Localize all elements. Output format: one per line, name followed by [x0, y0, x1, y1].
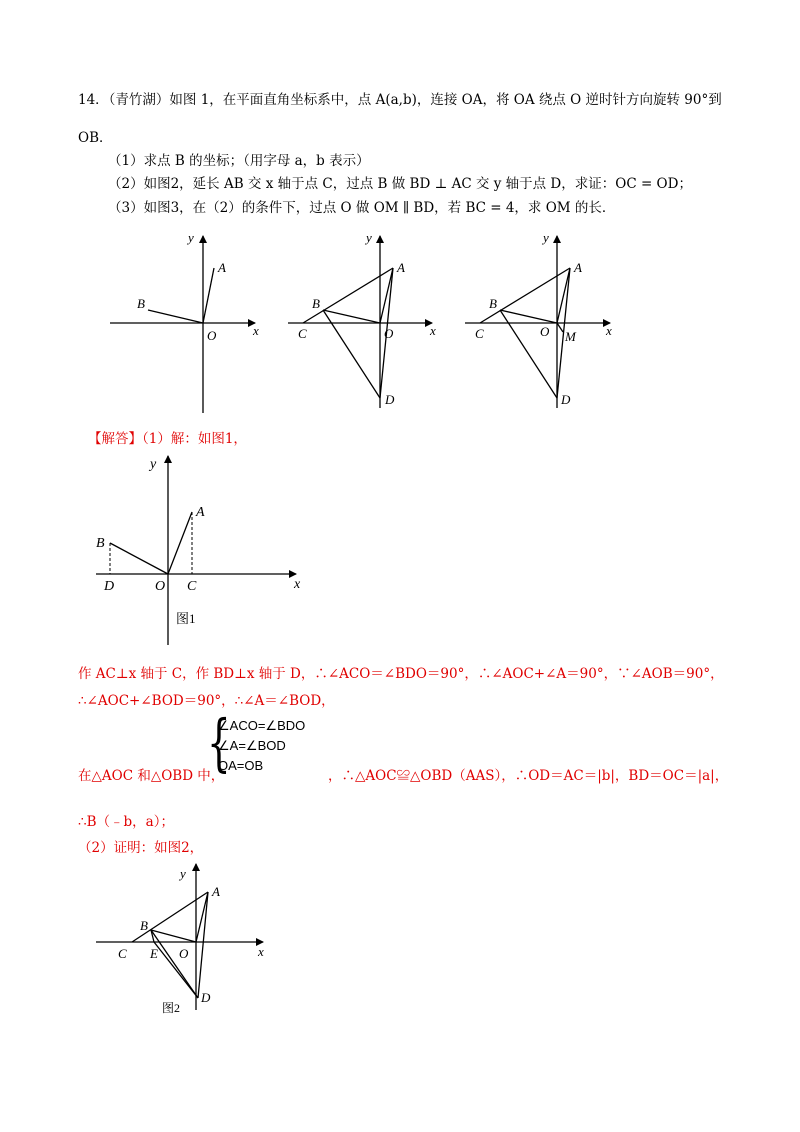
sfig2-segment-AD [198, 892, 208, 998]
sfig2-label-y: y [180, 866, 186, 881]
sfig1-label-A: A [196, 505, 205, 520]
fig1-label-y: y [188, 230, 194, 245]
fig3-segment-OM [557, 323, 563, 332]
congruence-conclusion: ，∴△AOC≌△OBD（AAS），∴OD＝AC＝|b|，BD＝OC＝|a|， [328, 768, 729, 784]
fig2-label-y: y [366, 230, 372, 245]
fig2-label-A: A [397, 260, 405, 275]
fig3-label-y: y [543, 230, 549, 245]
sfig1-label-O: O [155, 579, 166, 594]
question-2: （2）如图2，延长 AB 交 x 轴于点 C，过点 B 做 BD ⊥ AC 交 y 轴于点 D，求证：OC = OD； [108, 176, 692, 192]
sfig2-label-E: E [150, 946, 158, 961]
condition-3: OA=OB [218, 758, 264, 773]
solution-figure-2 [88, 860, 278, 1020]
solution-header [88, 427, 247, 447]
sfig1-label-C: C [187, 579, 197, 594]
sfig2-caption: 图2 [162, 1001, 181, 1015]
fig1-segment-OB [148, 310, 203, 323]
fig2-label-B: B [312, 296, 320, 311]
sfig1-label-y: y [150, 457, 157, 472]
fig3-label-O: O [540, 324, 550, 339]
sfig1-label-B: B [96, 536, 105, 551]
solution-step-1: 作 AC⊥x 轴于 C，作 BD⊥x 轴于 D，∴∠ACO＝∠BDO＝90°，∴∠AOC+∠A＝90°，∵∠AOB＝90°， [78, 666, 724, 682]
fig1-segment-OA [203, 268, 214, 323]
solution-tag: 【解答】 [88, 431, 142, 447]
fig3-label-C: C [475, 326, 484, 341]
fig3-segment-BO [500, 310, 557, 323]
solution-part-2: （2）证明：如图2， [78, 840, 204, 856]
fig1-label-x: x [253, 323, 259, 338]
solution-result: ∴B（﹣b，a）； [78, 814, 174, 830]
fig2-label-x: x [430, 323, 436, 338]
sfig2-label-D: D [201, 990, 211, 1005]
fig2-label-O: O [384, 326, 394, 341]
problem-figures [100, 228, 620, 418]
problem-line-1: 14．（青竹湖）如图 1，在平面直角坐标系中，点 A(a,b)，连接 OA，将 OA 绕点 O 逆时针方向旋转 90°到 [78, 92, 722, 108]
sfig2-segment-ED [154, 942, 198, 998]
fig1-label-O: O [207, 328, 217, 343]
sfig2-label-O: O [179, 946, 189, 961]
sfig2-label-A: A [212, 884, 220, 899]
condition-1: ∠ACO=∠BDO [218, 718, 306, 733]
fig3-label-B: B [489, 296, 497, 311]
condition-2: ∠A=∠BOD [218, 738, 286, 753]
fig2-segment-OA [380, 268, 393, 323]
brace-icon: { [207, 706, 231, 779]
sfig2-label-B: B [140, 918, 148, 933]
solution-figure-1 [88, 450, 318, 650]
fig2-label-C: C [298, 326, 307, 341]
fig2-label-D: D [385, 392, 395, 407]
in-triangles: 在△AOC 和△OBD 中， [78, 768, 225, 784]
solution-intro: （1）解：如图1， [142, 431, 247, 447]
congruence-conditions [218, 716, 305, 776]
fig3-segment-OA [557, 268, 570, 323]
fig3-label-D: D [561, 392, 571, 407]
sfig1-segment-OB [110, 543, 168, 574]
figure-1 [110, 230, 259, 413]
question-1: （1）求点 B 的坐标；（用字母 a，b 表示） [108, 153, 370, 169]
fig3-label-M: M [565, 329, 576, 344]
fig3-label-x: x [606, 323, 612, 338]
fig3-label-A: A [574, 260, 582, 275]
sfig1-caption: 图1 [176, 611, 196, 626]
sfig2-label-C: C [118, 946, 127, 961]
solution-step-2: ∴∠AOC+∠BOD＝90°，∴∠A＝∠BOD， [78, 693, 335, 709]
sfig1-label-x: x [294, 577, 301, 592]
sfig1-label-D: D [104, 579, 115, 594]
fig1-label-A: A [218, 260, 226, 275]
sfig1-segment-OA [168, 512, 192, 574]
sfig2-label-x: x [258, 944, 264, 959]
question-3: （3）如图3，在（2）的条件下，过点 O 做 OM ∥ BD，若 BC = 4，求 OM 的长． [108, 200, 616, 216]
figure-2 [288, 230, 436, 408]
fig2-segment-BO [323, 310, 380, 323]
figure-3 [465, 230, 612, 408]
fig1-label-B: B [137, 296, 145, 311]
problem-line-2: OB． [78, 130, 113, 146]
